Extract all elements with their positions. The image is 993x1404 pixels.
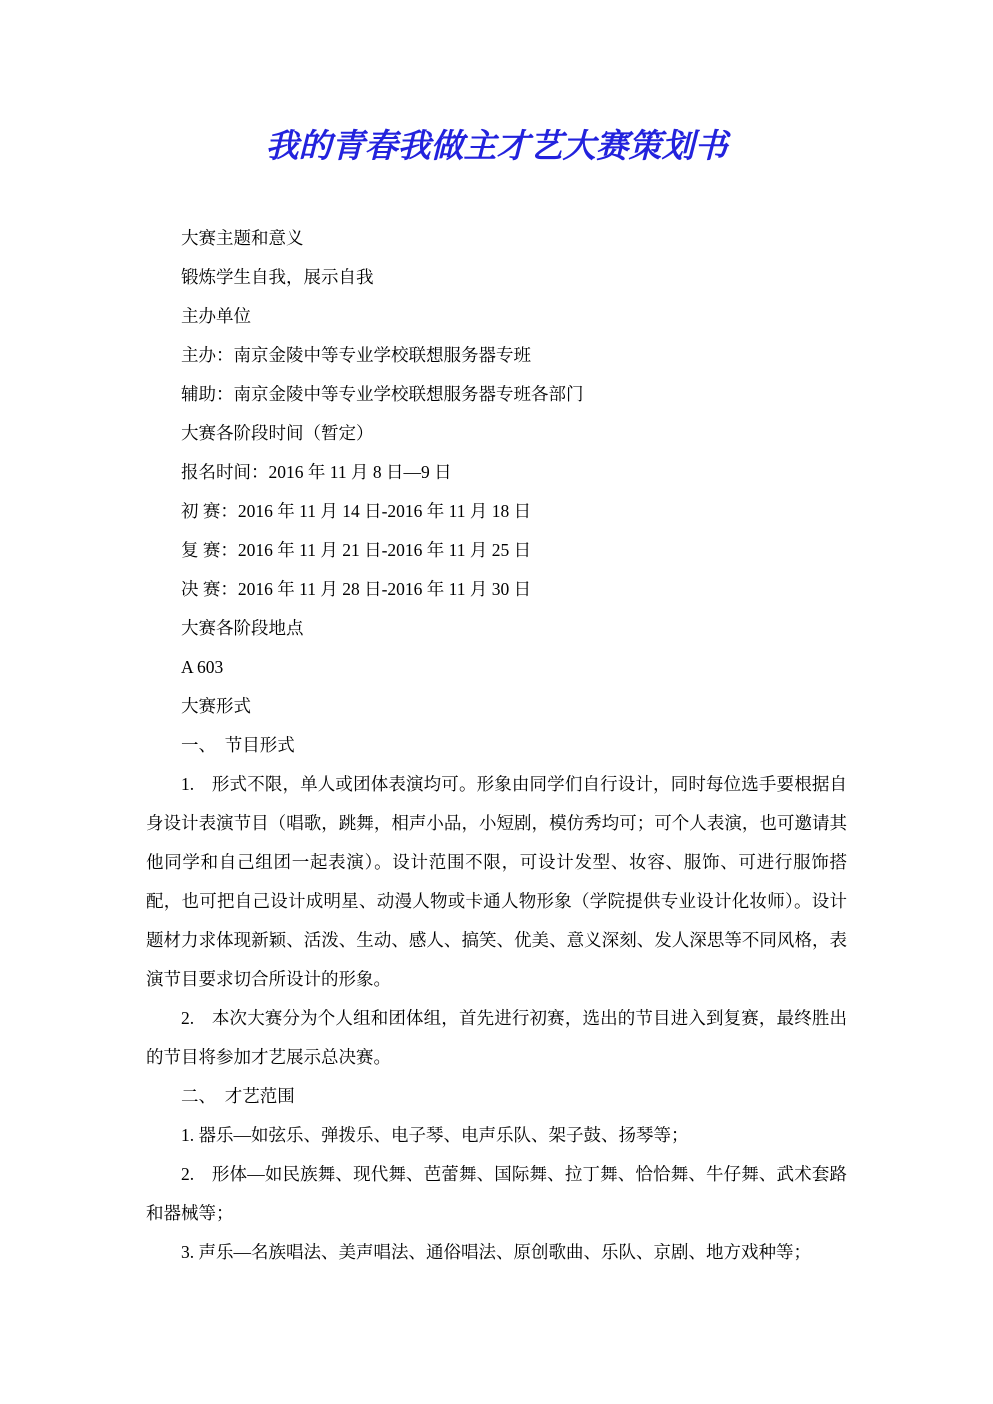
paragraph-registration-time: 报名时间：2016 年 11 月 8 日—9 日	[181, 462, 452, 482]
paragraph-talent-item-3: 3. 声乐—名族唱法、美声唱法、通俗唱法、原创歌曲、乐队、京剧、地方戏种等；	[181, 1242, 811, 1262]
paragraph-format-item-1: 1. 形式不限，单人或团体表演均可。形象由同学们自行设计，同时每位选手要根据自身设计表演节目（唱歌，跳舞，相声小品，小短剧，模仿秀均可；可个人表演，也可邀请其他同学和自己组团一起表演）。设计范围不限，可设计发型、妆容、服饰、可进行服饰搭配，也可把自己设计成明星、动漫人物或卡通人物形象（学院提供专业设计化妆师）。设计题材力求体现新颖、活泼、生动、感人、搞笑、优美、意义深刻、发人深思等不同风格，表演节目要求切合所设计的形象。	[146, 774, 847, 989]
paragraph-location-value: A 603	[181, 657, 224, 677]
paragraph-second-round: 复 赛：2016 年 11 月 21 日-2016 年 11 月 25 日	[181, 540, 532, 560]
paragraph-preliminary-round: 初 赛：2016 年 11 月 14 日-2016 年 11 月 18 日	[181, 501, 532, 521]
paragraph-section-one-title: 一、 节目形式	[181, 735, 295, 755]
paragraph-section-two-title: 二、 才艺范围	[181, 1086, 295, 1106]
paragraph-final-round: 决 赛：2016 年 11 月 28 日-2016 年 11 月 30 日	[181, 579, 532, 599]
paragraph-theme-text: 锻炼学生自我，展示自我	[181, 267, 374, 287]
paragraph-organizer-assist: 辅助：南京金陵中等专业学校联想服务器专班各部门	[181, 384, 584, 404]
paragraph-schedule-heading: 大赛各阶段时间（暂定）	[181, 423, 374, 443]
paragraph-format-item-2: 2. 本次大赛分为个人组和团体组，首先进行初赛，选出的节目进入到复赛，最终胜出的节目将参加才艺展示总决赛。	[146, 1008, 847, 1067]
paragraph-organizer-heading: 主办单位	[181, 306, 251, 326]
paragraph-location-heading: 大赛各阶段地点	[181, 618, 304, 638]
paragraph-organizer-main: 主办：南京金陵中等专业学校联想服务器专班	[181, 345, 531, 365]
paragraph-theme-heading: 大赛主题和意义	[181, 228, 304, 248]
paragraph-talent-item-2: 2. 形体—如民族舞、现代舞、芭蕾舞、国际舞、拉丁舞、恰恰舞、牛仔舞、武术套路和器械等；	[146, 1164, 847, 1223]
document-title: 我的青春我做主才艺大赛策划书	[265, 129, 728, 165]
document-body	[146, 219, 847, 1272]
paragraph-talent-item-1: 1. 器乐—如弦乐、弹拨乐、电子琴、电声乐队、架子鼓、扬琴等；	[181, 1125, 689, 1145]
paragraph-format-heading: 大赛形式	[181, 696, 251, 716]
